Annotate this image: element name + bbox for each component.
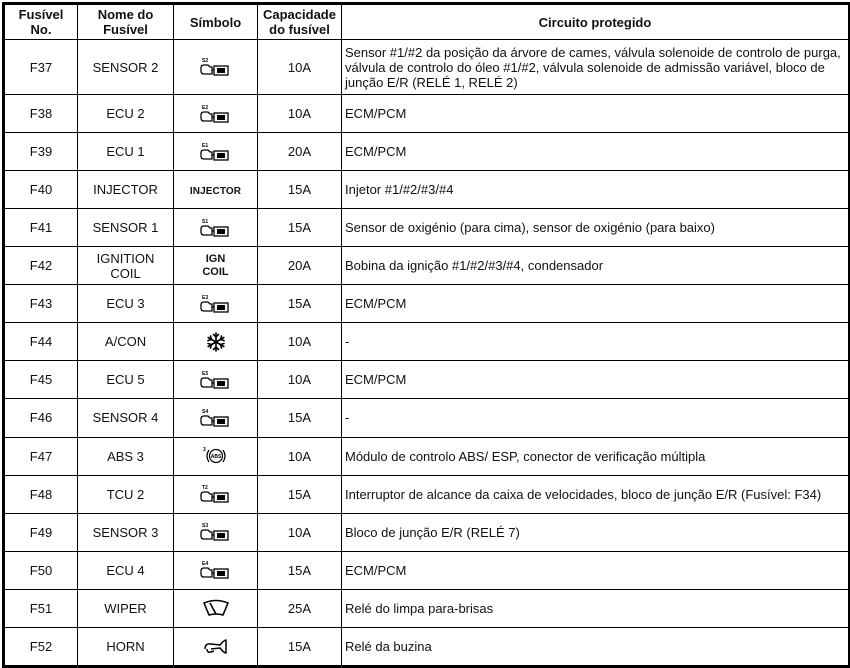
protected-circuit: ECM/PCM bbox=[342, 551, 849, 589]
protected-circuit: Bloco de junção E/R (RELÉ 7) bbox=[342, 513, 849, 551]
fuse-no: F39 bbox=[5, 133, 78, 171]
symbol-cell bbox=[174, 513, 258, 551]
fuse-capacity: 10A bbox=[258, 95, 342, 133]
fuse-capacity: 15A bbox=[258, 627, 342, 665]
fuse-no: F40 bbox=[5, 171, 78, 209]
fuse-no: F41 bbox=[5, 209, 78, 247]
table-row bbox=[5, 171, 849, 209]
engine-ecu-icon bbox=[199, 293, 233, 315]
fuse-capacity: 10A bbox=[258, 513, 342, 551]
protected-circuit: Injetor #1/#2/#3/#4 bbox=[342, 171, 849, 209]
symbol-cell bbox=[174, 399, 258, 437]
protected-circuit: - bbox=[342, 399, 849, 437]
fuse-no: F47 bbox=[5, 437, 78, 475]
fuse-no: F46 bbox=[5, 399, 78, 437]
engine-ecu-icon bbox=[199, 141, 233, 163]
protected-circuit: - bbox=[342, 323, 849, 361]
symbol-cell bbox=[174, 247, 258, 285]
header-symbol: Símbolo bbox=[174, 5, 258, 40]
header-fuse-name: Nome do Fusível bbox=[78, 5, 174, 40]
engine-ecu-icon bbox=[199, 483, 233, 505]
engine-ecu-icon bbox=[199, 369, 233, 391]
symbol-cell bbox=[174, 95, 258, 133]
fuse-capacity: 15A bbox=[258, 475, 342, 513]
table-row bbox=[5, 437, 849, 475]
symbol-tag: E3 bbox=[201, 294, 208, 301]
fuse-capacity: 10A bbox=[258, 40, 342, 95]
fuse-no: F50 bbox=[5, 551, 78, 589]
fuse-capacity: 10A bbox=[258, 437, 342, 475]
protected-circuit: Sensor de oxigénio (para cima), sensor de oxigénio (para baixo) bbox=[342, 209, 849, 247]
engine-ecu-icon bbox=[199, 559, 233, 581]
fuse-capacity: 25A bbox=[258, 589, 342, 627]
symbol-cell bbox=[174, 40, 258, 95]
symbol-tag: E1 bbox=[201, 142, 208, 149]
fuse-name: SENSOR 3 bbox=[78, 513, 174, 551]
table-row bbox=[5, 40, 849, 95]
header-circuit: Circuito protegido bbox=[342, 5, 849, 40]
fuse-name: TCU 2 bbox=[78, 475, 174, 513]
fuse-capacity: 20A bbox=[258, 247, 342, 285]
fuse-name: SENSOR 1 bbox=[78, 209, 174, 247]
symbol-tag: E5 bbox=[201, 370, 208, 377]
ign-symbol-text: IGN bbox=[205, 252, 226, 265]
fuse-capacity: 10A bbox=[258, 323, 342, 361]
table-row bbox=[5, 513, 849, 551]
windshield-wiper-icon bbox=[202, 598, 230, 618]
symbol-tag: S4 bbox=[201, 408, 208, 415]
table-row bbox=[5, 133, 849, 171]
fuse-no: F44 bbox=[5, 323, 78, 361]
protected-circuit: Relé do limpa para-brisas bbox=[342, 589, 849, 627]
fuse-name: WIPER bbox=[78, 589, 174, 627]
table-row bbox=[5, 361, 849, 399]
fuse-capacity: 10A bbox=[258, 361, 342, 399]
fuse-capacity: 20A bbox=[258, 133, 342, 171]
table-row bbox=[5, 209, 849, 247]
table-row bbox=[5, 551, 849, 589]
symbol-cell bbox=[174, 475, 258, 513]
symbol-cell bbox=[174, 285, 258, 323]
protected-circuit: Bobina da ignição #1/#2/#3/#4, condensador bbox=[342, 247, 849, 285]
fuse-name: IGNITION COIL bbox=[78, 247, 174, 285]
protected-circuit: Sensor #1/#2 da posição da árvore de cames, válvula solenoide de controlo de purga, válvula de controlo do óleo #1/#2, válvula solenoide de admissão variável, bloco de junção E/R (RELÉ 1, RELÉ 2) bbox=[342, 40, 849, 95]
table-row bbox=[5, 285, 849, 323]
table-row bbox=[5, 589, 849, 627]
symbol-cell bbox=[174, 133, 258, 171]
fuse-capacity: 15A bbox=[258, 285, 342, 323]
fuse-name: ECU 5 bbox=[78, 361, 174, 399]
fuse-no: F38 bbox=[5, 95, 78, 133]
symbol-cell bbox=[174, 589, 258, 627]
protected-circuit: Relé da buzina bbox=[342, 627, 849, 665]
fuse-name: SENSOR 2 bbox=[78, 40, 174, 95]
symbol-cell bbox=[174, 323, 258, 361]
fuse-table bbox=[4, 4, 849, 666]
symbol-tag: E2 bbox=[201, 104, 208, 111]
table-row bbox=[5, 323, 849, 361]
fuse-name: ECU 3 bbox=[78, 285, 174, 323]
fuse-no: F52 bbox=[5, 627, 78, 665]
fuse-capacity: 15A bbox=[258, 399, 342, 437]
fuse-no: F51 bbox=[5, 589, 78, 627]
horn-icon bbox=[202, 636, 230, 656]
fuse-no: F48 bbox=[5, 475, 78, 513]
symbol-cell bbox=[174, 171, 258, 209]
table-row bbox=[5, 627, 849, 665]
engine-sensor-icon bbox=[199, 56, 233, 78]
fuse-name: ECU 1 bbox=[78, 133, 174, 171]
coil-symbol-text: COIL bbox=[202, 265, 229, 278]
fuse-capacity: 15A bbox=[258, 171, 342, 209]
engine-sensor-icon bbox=[199, 407, 233, 429]
fuse-name: ECU 2 bbox=[78, 95, 174, 133]
symbol-tag: T2 bbox=[201, 485, 208, 492]
symbol-tag: S3 bbox=[201, 523, 208, 530]
symbol-tag: 3 bbox=[202, 447, 206, 454]
fuse-name: HORN bbox=[78, 627, 174, 665]
fuse-no: F43 bbox=[5, 285, 78, 323]
table-header-row bbox=[5, 5, 849, 40]
symbol-tag: S2 bbox=[201, 58, 208, 65]
symbol-cell bbox=[174, 437, 258, 475]
fuse-capacity: 15A bbox=[258, 551, 342, 589]
fuse-capacity: 15A bbox=[258, 209, 342, 247]
protected-circuit: ECM/PCM bbox=[342, 361, 849, 399]
fuse-name: ABS 3 bbox=[78, 437, 174, 475]
abs-icon bbox=[201, 445, 231, 467]
fuse-table-frame bbox=[2, 2, 850, 668]
symbol-cell bbox=[174, 551, 258, 589]
abs-label: ABS bbox=[210, 454, 221, 461]
table-row bbox=[5, 475, 849, 513]
header-fuse-no: Fusível No. bbox=[5, 5, 78, 40]
engine-sensor-icon bbox=[199, 521, 233, 543]
injector-symbol-text: INJECTOR bbox=[189, 185, 242, 197]
snowflake-icon bbox=[205, 331, 227, 353]
fuse-no: F42 bbox=[5, 247, 78, 285]
protected-circuit: Interruptor de alcance da caixa de velocidades, bloco de junção E/R (Fusível: F34) bbox=[342, 475, 849, 513]
fuse-no: F37 bbox=[5, 40, 78, 95]
fuse-name: ECU 4 bbox=[78, 551, 174, 589]
symbol-tag: S1 bbox=[201, 218, 208, 225]
fuse-no: F49 bbox=[5, 513, 78, 551]
symbol-cell bbox=[174, 209, 258, 247]
protected-circuit: ECM/PCM bbox=[342, 133, 849, 171]
table-row bbox=[5, 399, 849, 437]
header-capacity: Capacidade do fusível bbox=[258, 5, 342, 40]
fuse-name: A/CON bbox=[78, 323, 174, 361]
protected-circuit: Módulo de controlo ABS/ ESP, conector de verificação múltipla bbox=[342, 437, 849, 475]
engine-sensor-icon bbox=[199, 217, 233, 239]
fuse-name: SENSOR 4 bbox=[78, 399, 174, 437]
symbol-tag: E4 bbox=[201, 561, 208, 568]
fuse-name: INJECTOR bbox=[78, 171, 174, 209]
protected-circuit: ECM/PCM bbox=[342, 95, 849, 133]
fuse-no: F45 bbox=[5, 361, 78, 399]
symbol-cell bbox=[174, 627, 258, 665]
symbol-cell bbox=[174, 361, 258, 399]
protected-circuit: ECM/PCM bbox=[342, 285, 849, 323]
table-row bbox=[5, 247, 849, 285]
table-row bbox=[5, 95, 849, 133]
engine-ecu-icon bbox=[199, 103, 233, 125]
